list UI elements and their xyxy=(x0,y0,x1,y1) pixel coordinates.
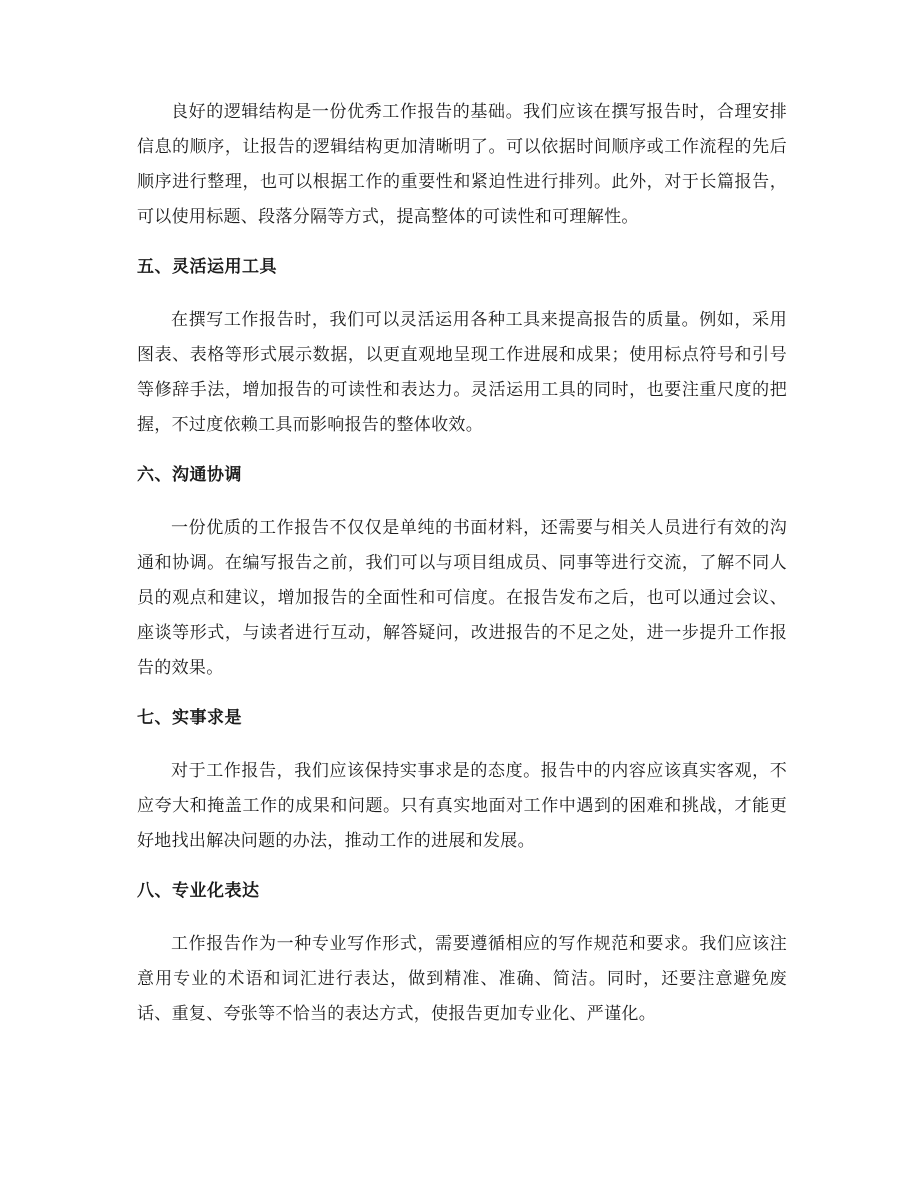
paragraph-logic-structure: 良好的逻辑结构是一份优秀工作报告的基础。我们应该在撰写报告时，合理安排信息的顺序，让报告的逻辑结构更加清晰明了。可以依据时间顺序或工作流程的先后顺序进行整理，也可以根据工作的重要性和紧迫性进行排列。此外，对于长篇报告，可以使用标题、段落分隔等方式，提高整体的可读性和可理解性。 xyxy=(137,102,787,227)
paragraph-section-7: 对于工作报告，我们应该保持实事求是的态度。报告中的内容应该真实客观，不应夸大和掩盖工作的成果和问题。只有真实地面对工作中遇到的困难和挑战，才能更好地找出解决问题的办法，推动工作的进展和发展。 xyxy=(137,761,787,851)
heading-section-5: 五、灵活运用工具 xyxy=(137,257,277,277)
document-page xyxy=(137,95,787,1032)
heading-section-8: 八、专业化表达 xyxy=(137,881,260,901)
heading-section-6: 六、沟通协调 xyxy=(137,465,242,485)
paragraph-section-8: 工作报告作为一种专业写作形式，需要遵循相应的写作规范和要求。我们应该注意用专业的术语和词汇进行表达，做到精准、准确、简洁。同时，还要注意避免废话、重复、夸张等不恰当的表达方式，使报告更加专业化、严谨化。 xyxy=(137,934,787,1024)
paragraph-section-5: 在撰写工作报告时，我们可以灵活运用各种工具来提高报告的质量。例如，采用图表、表格等形式展示数据，以更直观地呈现工作进展和成果；使用标点符号和引号等修辞手法，增加报告的可读性和表达力。灵活运用工具的同时，也要注重尺度的把握，不过度依赖工具而影响报告的整体收效。 xyxy=(137,310,787,435)
paragraph-section-6: 一份优质的工作报告不仅仅是单纯的书面材料，还需要与相关人员进行有效的沟通和协调。在编写报告之前，我们可以与项目组成员、同事等进行交流，了解不同人员的观点和建议，增加报告的全面性和可信度。在报告发布之后，也可以通过会议、座谈等形式，与读者进行互动，解答疑问，改进报告的不足之处，进一步提升工作报告的效果。 xyxy=(137,518,787,678)
heading-section-7: 七、实事求是 xyxy=(137,708,242,728)
